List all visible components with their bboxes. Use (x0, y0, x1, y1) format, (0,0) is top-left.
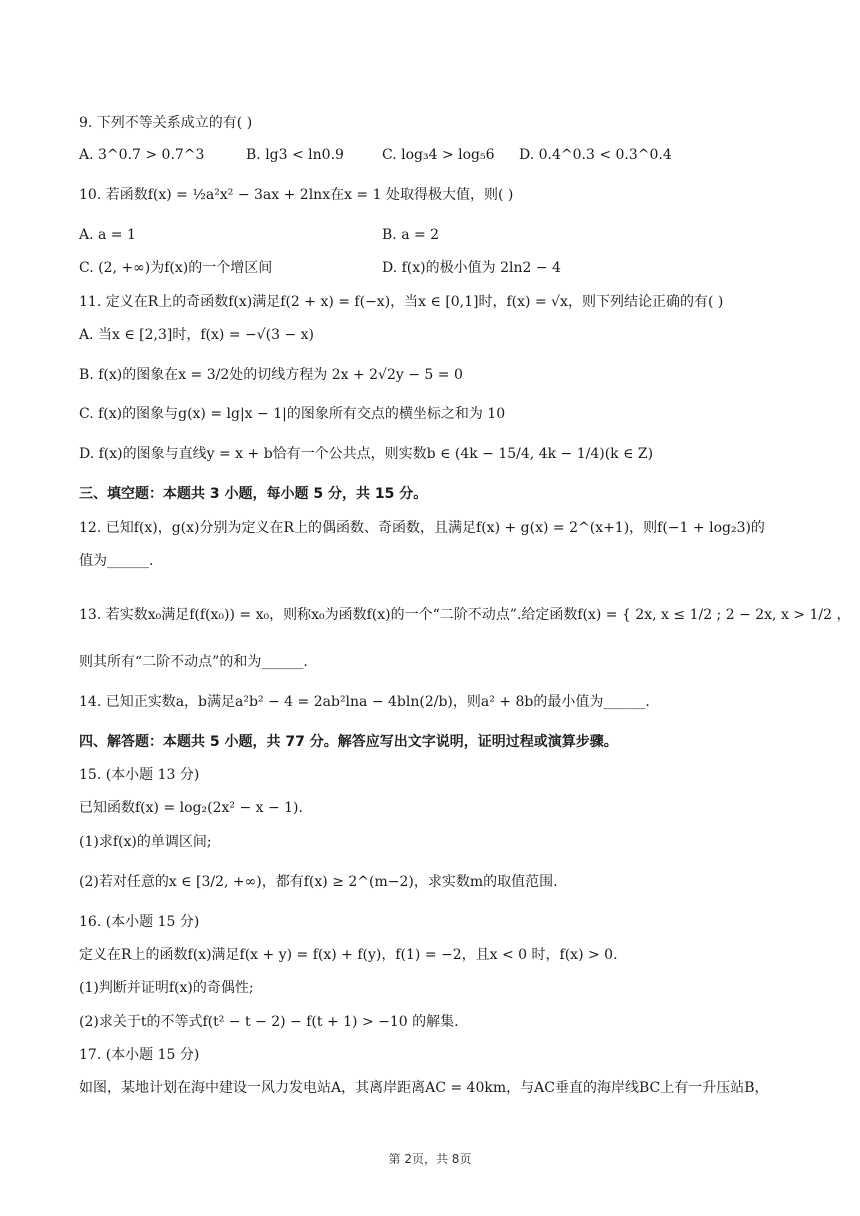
q9-option-b: B. lg3 < ln0.9 (246, 147, 344, 163)
q9-stem: 9. 下列不等关系成立的有( ) (79, 115, 253, 131)
q15-heading: 15. (本小题 13 分) (79, 767, 200, 783)
q17-heading: 17. (本小题 15 分) (79, 1047, 200, 1063)
q13-line-1: 13. 若实数x₀满足f(f(x₀)) = x₀，则称x₀为函数f(x)的一个“二阶不动点”.给定函数f(x) = { 2x, x ≤ 1/2 ; 2 − 2x, x > 1/2 ， (79, 607, 851, 623)
q16-line-1: 定义在R上的函数f(x)满足f(x + y) = f(x) + f(y)，f(1) = −2，且x < 0 时，f(x) > 0. (79, 947, 618, 963)
q10-option-a: A. a = 1 (79, 227, 136, 243)
q16-line-2: (1)判断并证明f(x)的奇偶性; (79, 980, 254, 996)
page-footer: 第 2页，共 8页 (388, 1152, 472, 1166)
section-4-heading: 四、解答题：本题共 5 小题，共 77 分。解答应写出文字说明，证明过程或演算步骤。 (79, 734, 618, 750)
q9-option-c: C. log₃4 > log₅6 (382, 147, 495, 163)
q11-stem: 11. 定义在R上的奇函数f(x)满足f(2 + x) = f(−x)，当x ∈ [0,1]时，f(x) = √x，则下列结论正确的有( ) (79, 294, 724, 310)
q11-option-a: A. 当x ∈ [2,3]时，f(x) = −√(3 − x) (79, 327, 314, 343)
q10-option-d: D. f(x)的极小值为 2ln2 − 4 (382, 260, 561, 276)
q17-line-1: 如图，某地计划在海中建设一风力发电站A，其离岸距离AC = 40km，与AC垂直的海岸线BC上有一升压站B， (79, 1080, 769, 1096)
q14-line-1: 14. 已知正实数a，b满足a²b² − 4 = 2ab²lna − 4bln(2/b)，则a² + 8b的最小值为______. (79, 694, 650, 710)
q9-option-d: D. 0.4^0.3 < 0.3^0.4 (519, 147, 672, 163)
q15-line-2: (1)求f(x)的单调区间; (79, 834, 212, 850)
q12-line-2: 值为______. (79, 553, 154, 569)
q9-option-a: A. 3^0.7 > 0.7^3 (79, 147, 205, 163)
q11-option-b: B. f(x)的图象在x = 3/2处的切线方程为 2x + 2√2y − 5 = 0 (79, 367, 463, 383)
q15-line-1: 已知函数f(x) = log₂(2x² − x − 1). (79, 800, 303, 816)
q13-line-2: 则其所有“二阶不动点”的和为______. (79, 654, 308, 670)
section-3-heading: 三、填空题：本题共 3 小题，每小题 5 分，共 15 分。 (79, 486, 428, 502)
q10-stem: 10. 若函数f(x) = ½a²x² − 3ax + 2lnx在x = 1 处取得极大值，则( ) (79, 187, 514, 203)
q16-heading: 16. (本小题 15 分) (79, 914, 200, 930)
q12-line-1: 12. 已知f(x)，g(x)分别为定义在R上的偶函数、奇函数，且满足f(x) + g(x) = 2^(x+1)，则f(−1 + log₂3)的 (79, 520, 765, 536)
q11-option-c: C. f(x)的图象与g(x) = lg|x − 1|的图象所有交点的横坐标之和为 10 (79, 406, 506, 422)
q15-line-3: (2)若对任意的x ∈ [3/2, +∞)，都有f(x) ≥ 2^(m−2)，求实数m的取值范围. (79, 874, 558, 890)
q10-option-c: C. (2, +∞)为f(x)的一个增区间 (79, 260, 273, 276)
q16-line-3: (2)求关于t的不等式f(t² − t − 2) − f(t + 1) > −10 的解集. (79, 1014, 459, 1030)
q11-option-d: D. f(x)的图象与直线y = x + b恰有一个公共点，则实数b ∈ (4k − 15/4, 4k − 1/4)(k ∈ Z) (79, 446, 654, 462)
q10-option-b: B. a = 2 (382, 227, 440, 243)
